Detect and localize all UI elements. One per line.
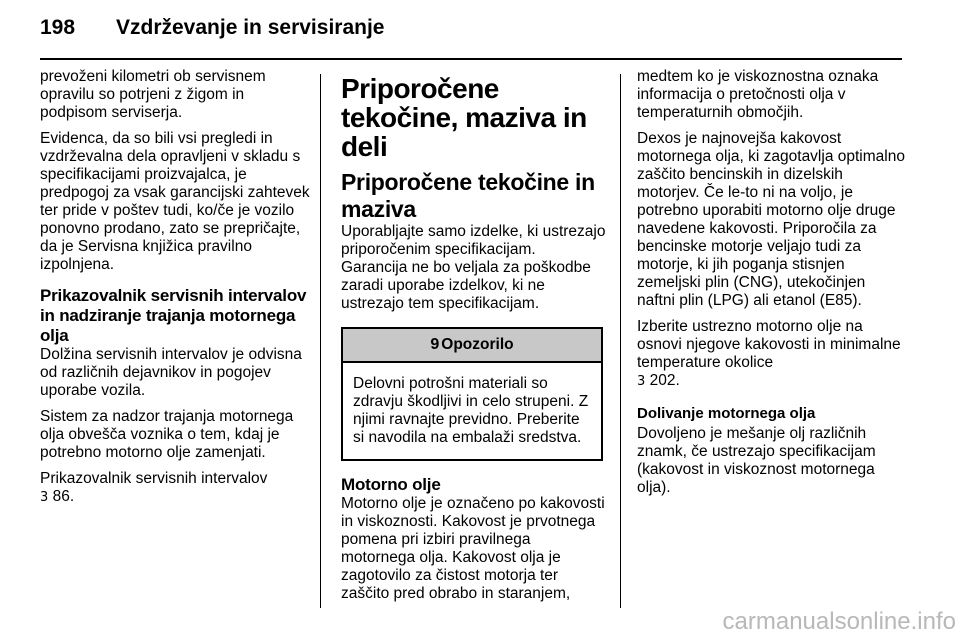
reference-page: 86. [52, 488, 75, 505]
reference-arrow-icon: 3 [637, 374, 646, 389]
paragraph: Motorno olje je označeno po kakovosti in viskoznosti. Kakovost je prvotnega pomena pri izbiri pravilnega motornega olja. Kakovost olja je zagotovilo za čistost motorja ter zaščito pred obrabo in staranjem, [341, 495, 605, 602]
warning-body [343, 363, 601, 459]
page-reference[interactable] [40, 488, 310, 507]
subsection-heading: Dolivanje motornega olja [637, 405, 816, 422]
page-title: Vzdrževanje in servisiranje [116, 16, 385, 39]
paragraph: Prikazovalnik servisnih intervalov [40, 470, 268, 487]
paragraph: Izberite ustrezno motorno olje na osnovi njegove kakovosti in minimalne temperature okolice [637, 318, 901, 371]
section-heading: Motorno olje [341, 475, 441, 494]
warning-triangle-icon: 9 [430, 336, 440, 353]
paragraph: Uporabljajte samo izdelke, ki ustrezajo priporočenim specifikacijam. Garancija ne bo veljala za poškodbe zaradi uporabe izdelkov, ki ne ustrezajo tem specifikacijam. [341, 223, 606, 312]
section-heading: Priporočene tekočine in maziva [341, 169, 595, 222]
column-middle [341, 68, 606, 611]
paragraph: Dolžina servisnih intervalov je odvisna od različnih dejavnikov in pogojev uporabe vozila. [40, 346, 302, 399]
reference-arrow-icon: 3 [40, 490, 49, 505]
section-heading: Prikazovalnik servisnih intervalov in nadziranje trajanja motornega olja [40, 286, 307, 345]
watermark: carmanualsonline.info [722, 608, 956, 635]
paragraph: Dovoljeno je mešanje olj različnih znamk, če ustrezajo specifikacijam (kakovost in viskoznost motornega olja). [637, 425, 876, 496]
warning-box [341, 327, 603, 461]
column-left [40, 68, 310, 515]
warning-title: Opozorilo [441, 336, 514, 353]
warning-header [343, 329, 601, 363]
page-header [40, 16, 920, 50]
warning-text: Delovni potrošni materiali so zdravju škodljivi in celo strupeni. Z njimi ravnajte previdno. Preberite si navodila na embalaži sredstva. [353, 375, 589, 446]
page-reference[interactable] [637, 372, 907, 391]
paragraph: medtem ko je viskoznostna oznaka informacija o pretočnosti olja v temperaturnih območjih. [637, 68, 879, 121]
chapter-heading: Priporočene tekočine, maziva in deli [341, 73, 587, 162]
column-divider [320, 74, 321, 608]
page-number: 198 [40, 16, 76, 39]
paragraph: prevoženi kilometri ob servisnem opravilu so potrjeni z žigom in podpisom serviserja. [40, 68, 266, 121]
header-divider [40, 58, 902, 60]
column-right [637, 68, 907, 505]
reference-page: 202. [649, 372, 680, 389]
paragraph: Evidenca, da so bili vsi pregledi in vzdrževalna dela opravljeni v skladu s specifikacijami proizvajalca, je predpogoj za vsak garancijski zahtevek ter pride v poštev tudi, ko/če je vozilo ponovno prodano, zato se prepričajte, da je Servisna knjižica pravilno izpolnjena. [40, 130, 310, 273]
column-divider [620, 74, 621, 608]
paragraph: Sistem za nadzor trajanja motornega olja obvešča voznika o tem, kdaj je potrebno motorno olje zamenjati. [40, 408, 294, 461]
paragraph: Dexos je najnovejša kakovost motornega olja, ki zagotavlja optimalno zaščito bencinskih in dizelskih motorjev. Če le-to ni na voljo, je potrebno uporabiti motorno olje druge navedene kakovosti. Priporočila za bencinske motorje veljajo tudi za motorje, ki jih poganja stisnjen zemeljski plin (CNG), utekočinjen naftni plin (LPG) ali etanol (E85). [637, 130, 905, 309]
